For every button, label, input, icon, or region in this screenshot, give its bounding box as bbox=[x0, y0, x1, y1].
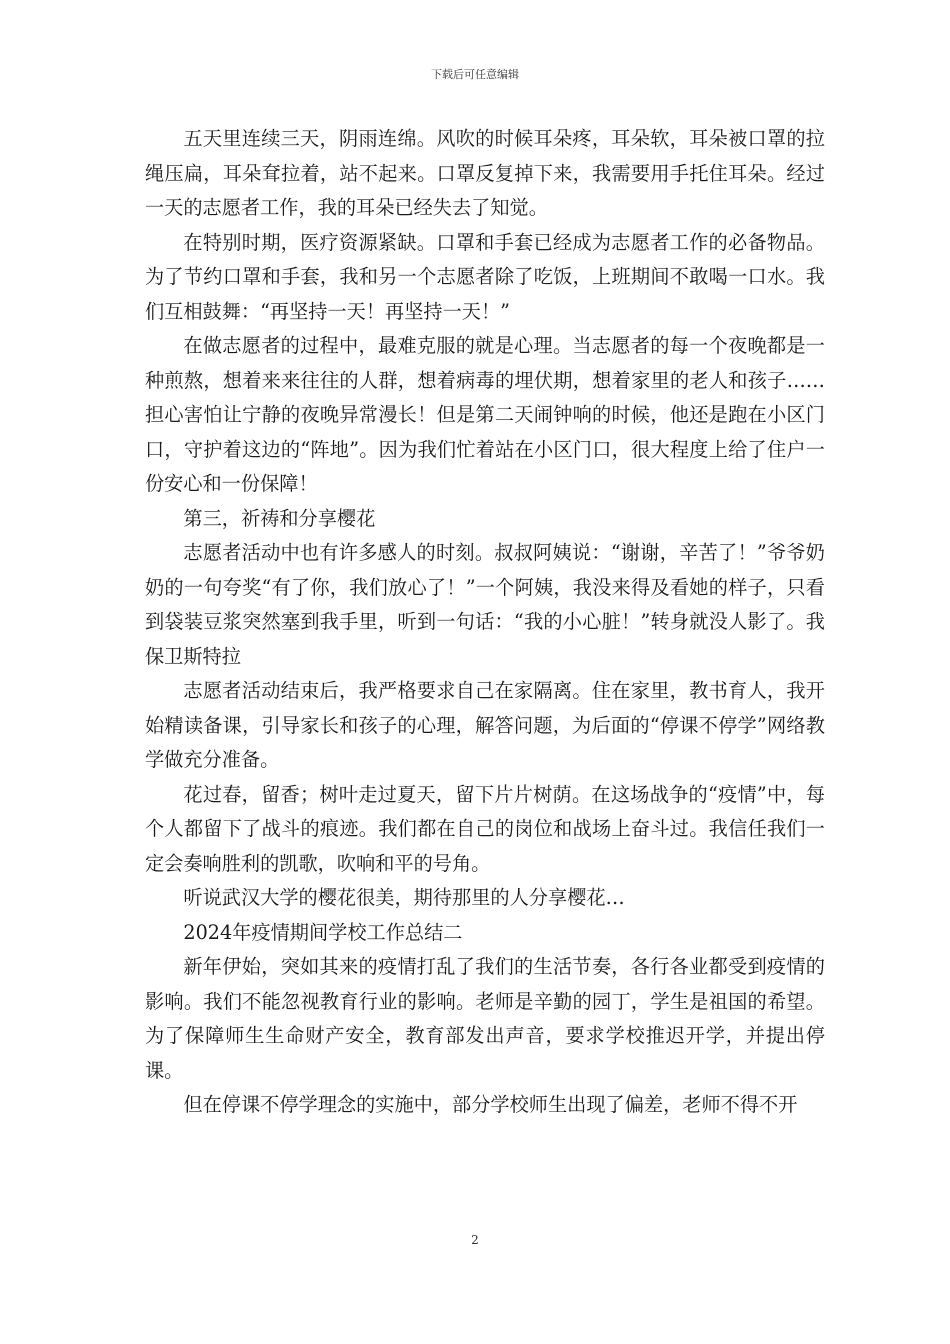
paragraph: 在特别时期，医疗资源紧缺。口罩和手套已经成为志愿者工作的必备物品。为了节约口罩和手套，我和另一个志愿者除了吃饭，上班期间不敢喝一口水。我们互相鼓舞：“再坚持一天！再坚持一天！” bbox=[145, 230, 825, 323]
section-heading: 第三，祈祷和分享樱花 bbox=[183, 506, 376, 530]
paragraph: 志愿者活动结束后，我严格要求自己在家隔离。住在家里，教书育人，我开始精读备课，引导家长和孩子的心理，解答问题，为后面的“停课不停学”网络教学做充分准备。 bbox=[145, 679, 825, 771]
paragraph: 但在停课不停学理念的实施中，部分学校师生出现了偏差，老师不得不开 bbox=[183, 1093, 798, 1116]
paragraph: 志愿者活动中也有许多感人的时刻。叔叔阿姨说：“谢谢，辛苦了！”爷爷奶奶的一句夸奖“有了你，我们放心了！”一个阿姨，我没来得及看她的样子，只看到袋装豆浆突然塞到我手里，听到一句话：“我的小心脏！”转身就没人影了。我保卫斯特拉 bbox=[145, 541, 825, 668]
paragraph: 花过春，留香；树叶走过夏天，留下片片树荫。在这场战争的“疫情”中，每个人都留下了战斗的痕迹。我们都在自己的岗位和战场上奋斗过。我信任我们一定会奏响胜利的凯歌，吹响和平的号角。 bbox=[145, 782, 825, 875]
page-header: 下载后可任意编辑 bbox=[431, 68, 519, 81]
paragraph: 在做志愿者的过程中，最难克服的就是心理。当志愿者的每一个夜晚都是一种煎熬，想着来来往往的人群，想着病毒的埋伏期，想着家里的老人和孩子……担心害怕让宁静的夜晚异常漫长！但是第二天闹钟响的时候，他还是跑在小区门口，守护着这边的“阵地”。因为我们忙着站在小区门口，很大程度上给了住户一份安心和一份保障！ bbox=[145, 334, 825, 495]
document-title: 2024年疫情期间学校工作总结二 bbox=[183, 920, 463, 944]
paragraph: 听说武汉大学的樱花很美，期待那里的人分享樱花… bbox=[183, 886, 625, 909]
page-number: 2 bbox=[471, 1233, 479, 1247]
paragraph: 五天里连续三天，阴雨连绵。风吹的时候耳朵疼，耳朵软，耳朵被口罩的拉绳压扁，耳朵耷拉着，站不起来。口罩反复掉下来，我需要用手托住耳朵。经过一天的志愿者工作，我的耳朵已经失去了知觉。 bbox=[145, 127, 825, 219]
paragraph: 新年伊始，突如其来的疫情打乱了我们的生活节奏，各行各业都受到疫情的影响。我们不能忽视教育行业的影响。老师是辛勤的园丁，学生是祖国的希望。为了保障师生生命财产安全，教育部发出声音，要求学校推迟开学，并提出停课。 bbox=[145, 955, 825, 1082]
document-body bbox=[145, 122, 825, 1123]
